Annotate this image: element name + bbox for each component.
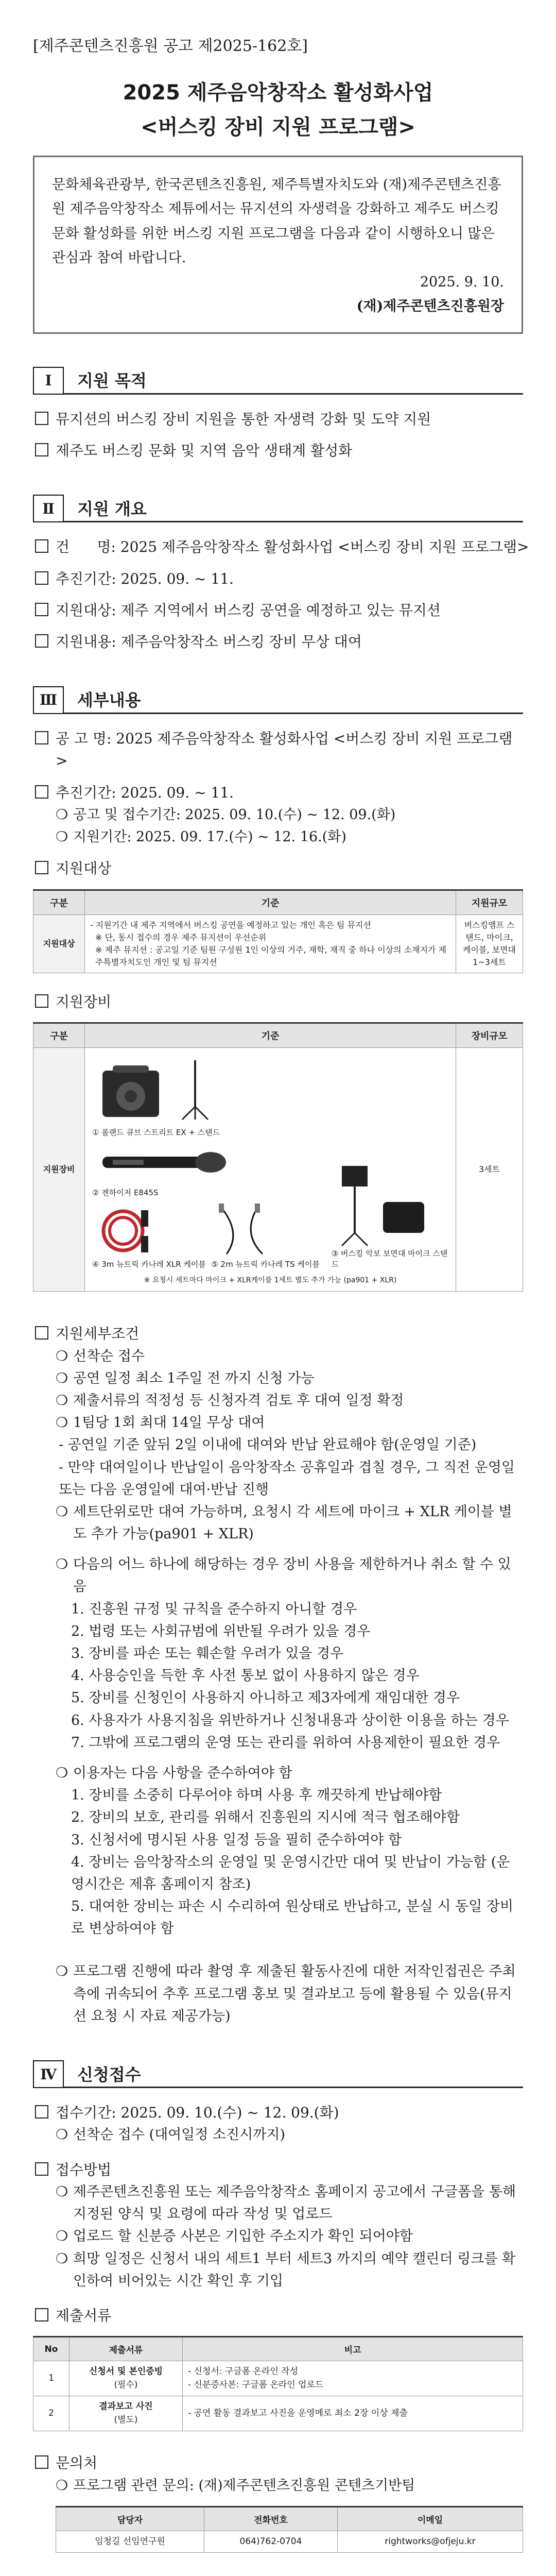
table-header: 구분 — [33, 1023, 85, 1048]
sub-item: ❍ 지원기간: 2025. 09. 17.(수) ~ 12. 16.(화) — [56, 829, 346, 845]
section-number: Ⅲ — [33, 686, 64, 714]
sub-item: 7. 그밖에 프로그램의 운영 또는 관리를 위하여 사용제한이 필요한 경우 — [71, 1734, 500, 1751]
checkbox-icon — [35, 539, 48, 553]
sub-item: 4. 장비는 음악창작소의 운영일 및 운영시간만 대여 및 반납이 가능함 (운영시간은 제휴 홈페이지 참조) — [71, 1854, 510, 1892]
sub-item: ❍ 세트단위로만 대여 가능하며, 요청시 각 세트에 마이크 + XLR 케이블 별도 추가 가능(pa901 + XLR) — [56, 1503, 512, 1543]
table-row — [33, 2361, 523, 2396]
equipment-note: ※ 요청시 세트마다 마이크 + XLR케이블 1세트 별도 추가 가능 (pa901 + XLR) — [144, 1276, 397, 1285]
checkbox-icon — [35, 785, 48, 799]
sub-item: ❍ 공고 및 접수기간: 2025. 09. 10.(수) ~ 12. 09.(화) — [56, 807, 396, 823]
checkbox-icon — [35, 994, 48, 1008]
sub-item: ❍ 선착순 접수 (대여일정 소진시까지) — [56, 2127, 285, 2143]
sub-item: 5. 대여한 장비는 파손 시 수리하여 원상태로 반납하고, 분실 시 동일 장비로 변상하여야 함 — [71, 1899, 514, 1937]
table-cell: 3세트 — [456, 1048, 523, 1292]
sub-item: ❍ 1팀당 1회 최대 14일 무상 대여 — [56, 1415, 265, 1431]
equipment-caption: ⑤ 2m 뉴트릭 카나레 TS 케이블 — [211, 1260, 320, 1269]
checkbox-icon — [35, 571, 48, 585]
table-header: 장비규모 — [456, 1023, 523, 1048]
sub-item: 1. 진흥원 규정 및 규칙을 준수하지 아니할 경우 — [71, 1601, 357, 1617]
xlr-cable-image — [92, 1202, 207, 1259]
list-item: 지원장비 — [35, 991, 523, 1013]
table-cell: 지원대상 — [33, 914, 85, 973]
section-2-header — [33, 495, 523, 522]
amp-image — [92, 1055, 326, 1127]
section-number: Ⅱ — [33, 495, 64, 522]
list-item: 제주도 버스킹 문화 및 지역 음악 생태계 활성화 — [35, 439, 523, 462]
sub-item: ❍ 다음의 어느 하나에 해당하는 경우 장비 사용을 제한하거나 취소 할 수 있음 — [56, 1556, 511, 1595]
list-item: 건 명: 2025 제주음악창작소 활성화사업 <버스킹 장비 지원 프로그램> — [35, 536, 523, 558]
checkbox-icon — [35, 2105, 48, 2119]
table-cell: 버스킹앰프 스탠드, 마이크, 케이블, 보면대 1~3세트 — [456, 914, 523, 973]
sub-item: - 공연일 기준 앞뒤 2일 이내에 대여와 반납 완료해야 함(운영일 기준) — [59, 1437, 477, 1453]
checkbox-icon — [35, 2455, 48, 2469]
table-header: 전화번호 — [204, 2506, 337, 2531]
sub-item: 2. 장비의 보호, 관리를 위해서 진흥원의 지시에 적극 협조해야함 — [71, 1809, 460, 1826]
page-subtitle: <버스킹 장비 지원 프로그램> — [141, 115, 415, 139]
section-title: 지원 목적 — [64, 367, 523, 395]
equipment-caption: ① 롤랜드 큐브 스트리트 EX + 스탠드 — [92, 1128, 220, 1138]
equipment-caption: ④ 3m 뉴트릭 카나레 XLR 케이블 — [92, 1260, 206, 1269]
table-header: 비고 — [183, 2337, 523, 2361]
table-cell: 2 — [33, 2396, 70, 2431]
list-item: 공 고 명: 2025 제주음악창작소 활성화사업 <버스킹 장비 지원 프로그램> — [35, 727, 523, 772]
checkbox-icon — [35, 861, 48, 874]
table-header: 기준 — [85, 890, 456, 914]
intro-date: 2025. 9. 10. — [420, 274, 504, 290]
list-item: 접수기간: 2025. 09. 10.(수) ~ 12. 09.(화) — [35, 2102, 523, 2124]
checkbox-icon — [35, 443, 48, 456]
list-item: 지원내용: 제주음악창작소 버스킹 장비 무상 대여 — [35, 631, 523, 653]
checkbox-icon — [35, 2308, 48, 2321]
sub-item: 2. 법령 또는 사회규범에 위반될 우려가 있을 경우 — [71, 1623, 371, 1639]
table-cell: - 지원기간 내 제주 지역에서 버스킹 공연을 예정하고 있는 개인 혹은 팀 뮤지션 ※ 단, 동시 접수의 경우 제주 뮤지션이 우선순위 ※ 제주 뮤지션 : 공고일 기준 팀원 구성원 1인 이상의 거주, 재학, 재직 중 하나 이상의 소재지가 제주특별자치도인 개인 및 팀 뮤지션 — [85, 914, 456, 973]
checkbox-icon — [35, 603, 48, 616]
notice-number: [제주콘텐츠진흥원 공고 제2025-162호] — [33, 37, 308, 55]
list-item: 뮤지션의 버스킹 장비 지원을 통한 자생력 강화 및 도약 지원 — [35, 408, 523, 430]
table-cell: 결과보고 사진 (별도) — [70, 2396, 183, 2431]
equipment-caption: ② 젠하이저 E845S — [92, 1188, 159, 1198]
sub-item: ❍ 이용자는 다음 사항을 준수하여야 함 — [56, 1765, 292, 1781]
sub-item: ❍ 제주콘텐츠진흥원 또는 제주음악창작소 홈페이지 공고에서 구글폼을 통해 지정된 양식 및 요령에 따라 작성 및 업로드 — [56, 2183, 516, 2223]
table-row — [33, 2396, 523, 2431]
mic-image — [92, 1141, 326, 1188]
sub-item: 3. 장비를 파손 또는 훼손할 우려가 있을 경우 — [71, 1646, 344, 1662]
table-header: No — [33, 2337, 70, 2361]
table-cell: 064)762-0704 — [204, 2531, 337, 2553]
list-item: 제출서류 — [35, 2304, 523, 2327]
table-header: 이메일 — [337, 2506, 523, 2531]
sub-item: 5. 장비를 신청인이 사용하지 아니하고 제3자에게 재임대한 경우 — [71, 1690, 460, 1706]
list-item: 지원세부조건 — [35, 1323, 523, 1345]
equipment-table — [33, 1022, 523, 1292]
target-table — [33, 889, 523, 973]
section-title: 지원 개요 — [64, 495, 523, 522]
contact-table — [56, 2506, 523, 2553]
sub-item: 4. 사용승인을 득한 후 사전 통보 없이 사용하지 않은 경우 — [71, 1668, 420, 1684]
section-title: 세부내용 — [64, 686, 523, 714]
table-cell[interactable]: rightworks@ofjeju.kr — [337, 2531, 523, 2553]
sub-item: ❍ 프로그램 진행에 따라 촬영 후 제출된 활동사진에 대한 저작인접권은 주최측에 귀속되어 추후 프로그램 홍보 및 결과보고 등에 활용될 수 있음(뮤지션 요청 시 자료 제공가능) — [56, 1963, 516, 2024]
table-header: 담당자 — [56, 2506, 204, 2531]
sub-item: 3. 신청서에 명시된 사용 일정 등을 필히 준수하여야 함 — [71, 1832, 402, 1848]
sub-item: ❍ 공연 일정 최소 1주일 전 까지 신청 가능 — [56, 1370, 315, 1386]
table-cell: 지원장비 — [33, 1048, 85, 1292]
table-cell: 임청길 선임연구원 — [56, 2531, 204, 2553]
sub-item: 6. 사용자가 사용지침을 위반하거나 신청내용과 상이한 이용을 하는 경우 — [71, 1712, 509, 1728]
documents-table — [33, 2336, 523, 2431]
list-item: 문의처 — [35, 2452, 523, 2474]
sub-item: ❍ 선착순 접수 — [56, 1348, 145, 1364]
section-3-header — [33, 686, 523, 714]
equipment-caption: ③ 버스킹 악보 보면대 마이크 스탠드 — [331, 1249, 448, 1269]
table-header: 구분 — [33, 890, 85, 914]
stand-image — [332, 1156, 448, 1248]
checkbox-icon — [35, 634, 48, 648]
section-number: Ⅰ — [33, 367, 64, 395]
table-row — [33, 914, 523, 973]
ts-cable-image — [211, 1202, 326, 1259]
table-header: 제출서류 — [70, 2337, 183, 2361]
list-item: 지원대상 — [35, 857, 523, 879]
table-cell: - 신청서: 구글폼 온라인 작성 - 신분증사본: 구글폼 온라인 업로드 — [183, 2361, 523, 2396]
page-title: 2025 제주음악창작소 활성화사업 — [123, 81, 433, 105]
section-4-header — [33, 2060, 523, 2088]
table-header: 기준 — [85, 1023, 456, 1048]
table-header: 지원규모 — [456, 890, 523, 914]
sub-item: ❍ 프로그램 관련 문의: (재)제주콘텐츠진흥원 콘텐츠기반팀 — [56, 2477, 415, 2494]
sub-item: ❍ 업로드 할 신분증 사본은 기입한 주소지가 확인 되어야함 — [56, 2228, 413, 2245]
section-number: Ⅳ — [33, 2060, 64, 2088]
table-row — [33, 1048, 523, 1292]
checkbox-icon — [35, 731, 48, 744]
checkbox-icon — [35, 412, 48, 425]
checkbox-icon — [35, 1326, 48, 1340]
sub-item: ❍ 희망 일정은 신청서 내의 세트1 부터 세트3 까지의 예약 캘린더 링크를 확인하여 비어있는 시간 확인 후 기입 — [56, 2250, 516, 2289]
table-row — [56, 2531, 523, 2553]
sub-item: - 만약 대여일이나 반납일이 음악창작소 공휴일과 겹칠 경우, 그 직전 운영일 또는 다음 운영일에 대여·반납 진행 — [59, 1459, 515, 1498]
list-item: 접수방법 — [35, 2159, 523, 2181]
intro-box — [33, 156, 523, 334]
table-cell — [85, 1048, 456, 1292]
list-item: 추진기간: 2025. 09. ~ 11. — [35, 568, 523, 590]
checkbox-icon — [35, 2162, 48, 2176]
table-cell: 신청서 및 본인증빙 (필수) — [70, 2361, 183, 2396]
intro-text: 문화체육관광부, 한국콘텐츠진흥원, 제주특별자치도와 (재)제주콘텐츠진흥원 제주음악창작소 제튜에서는 뮤지션의 자생력을 강화하고 제주도 버스킹 문화 활성화를 위한 버스킹 지원 프로그램을 다음과 같이 시행하오니 많은 관심과 참여 바랍니다. — [52, 177, 501, 266]
sub-item: ❍ 제출서류의 적정성 등 신청자격 검토 후 대여 일정 확정 — [56, 1392, 404, 1409]
table-cell: 1 — [33, 2361, 70, 2396]
table-cell: - 공연 활동 결과보고 사진을 운영메로 최소 2장 이상 제출 — [183, 2396, 523, 2431]
section-1-header — [33, 367, 523, 395]
sub-item: 1. 장비를 소중히 다루어야 하며 사용 후 깨끗하게 반납해야함 — [71, 1787, 442, 1804]
intro-signature: (재)제주콘텐츠진흥원장 — [356, 298, 504, 315]
list-item: 추진기간: 2025. 09. ~ 11. — [35, 782, 523, 804]
list-item: 지원대상: 제주 지역에서 버스킹 공연을 예정하고 있는 뮤지션 — [35, 599, 523, 621]
section-title: 신청접수 — [64, 2060, 523, 2088]
